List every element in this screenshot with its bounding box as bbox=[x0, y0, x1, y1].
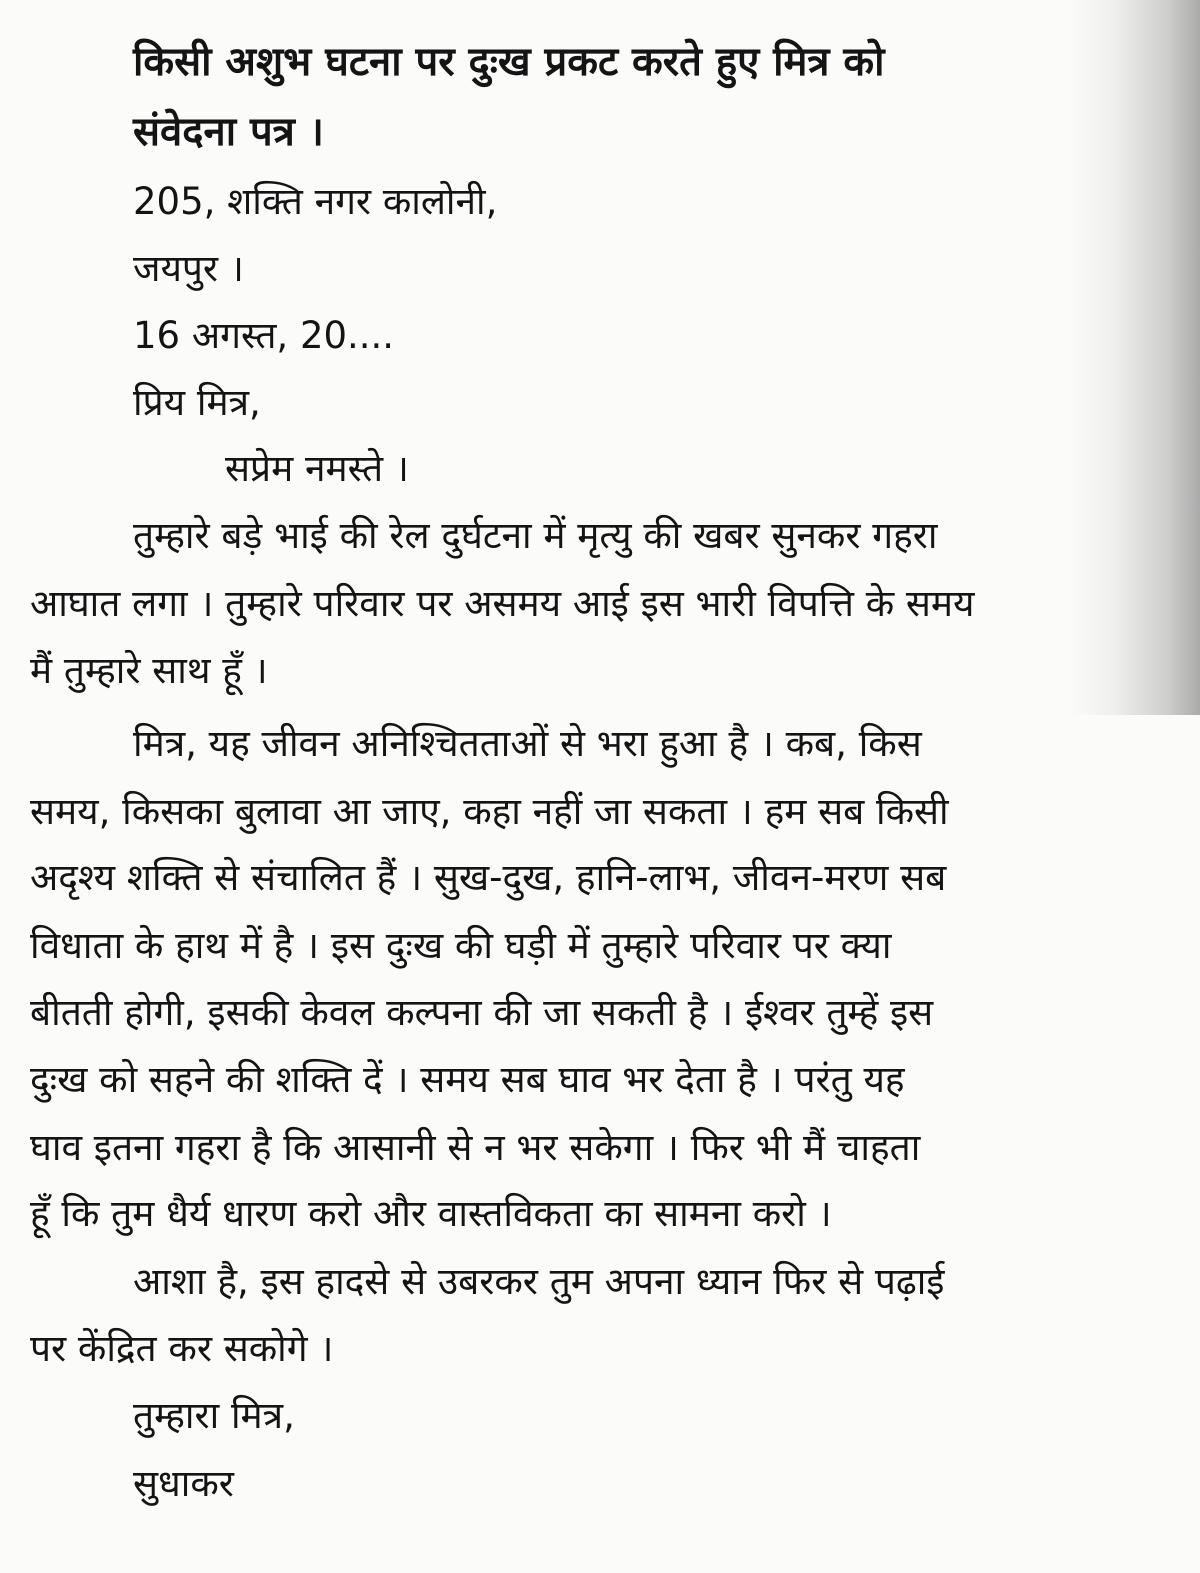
sender-address-line-1: 205, शक्ति नगर कालोनी, bbox=[133, 180, 498, 223]
paragraph-2-line-5: बीतती होगी, इसकी केवल कल्पना की जा सकती है । ईश्वर तुम्हें इस bbox=[30, 991, 934, 1034]
paragraph-2-line-7: घाव इतना गहरा है कि आसानी से न भर सकेगा । फिर भी मैं चाहता bbox=[30, 1126, 921, 1169]
paragraph-2-line-8: हूँ कि तुम धैर्य धारण करो और वास्तविकता का सामना करो । bbox=[30, 1192, 832, 1235]
paragraph-1-line-2: आघात लगा । तुम्हारे परिवार पर असमय आई इस भारी विपत्ति के समय bbox=[30, 582, 975, 625]
paragraph-2-line-6: दुःख को सहने की शक्ति दें । समय सब घाव भर देता है । परंतु यह bbox=[30, 1058, 905, 1101]
paragraph-3-line-2: पर केंद्रित कर सकोगे । bbox=[30, 1327, 334, 1370]
paragraph-3-line-1: आशा है, इस हादसे से उबरकर तुम अपना ध्यान फिर से पढ़ाई bbox=[133, 1260, 945, 1303]
greeting: सप्रेम नमस्ते । bbox=[225, 447, 409, 490]
paragraph-2-line-3: अदृश्य शक्ति से संचालित हैं । सुख-दुख, हानि-लाभ, जीवन-मरण सब bbox=[30, 856, 947, 899]
salutation: प्रिय मित्र, bbox=[133, 381, 261, 424]
paragraph-2-line-2: समय, किसका बुलावा आ जाए, कहा नहीं जा सकता । हम सब किसी bbox=[30, 790, 949, 833]
letter-closing: तुम्हारा मित्र, bbox=[133, 1394, 295, 1437]
sender-address-line-2: जयपुर । bbox=[133, 247, 244, 290]
paragraph-1-line-3: मैं तुम्हारे साथ हूँ । bbox=[30, 649, 268, 692]
letter-signature: सुधाकर bbox=[133, 1462, 234, 1505]
letter-heading-line-1: किसी अशुभ घटना पर दुःख प्रकट करते हुए मित्र को bbox=[133, 39, 885, 85]
letter-heading-line-2: संवेदना पत्र । bbox=[133, 109, 324, 155]
paragraph-2-line-4: विधाता के हाथ में है । इस दुःख की घड़ी में तुम्हारे परिवार पर क्या bbox=[30, 924, 892, 967]
paragraph-1-line-1: तुम्हारे बड़े भाई की रेल दुर्घटना में मृत्यु की खबर सुनकर गहरा bbox=[133, 514, 938, 557]
letter-date: 16 अगस्त, 20.... bbox=[133, 314, 395, 357]
paragraph-2-line-1: मित्र, यह जीवन अनिश्चितताओं से भरा हुआ है । कब, किस bbox=[133, 722, 922, 765]
